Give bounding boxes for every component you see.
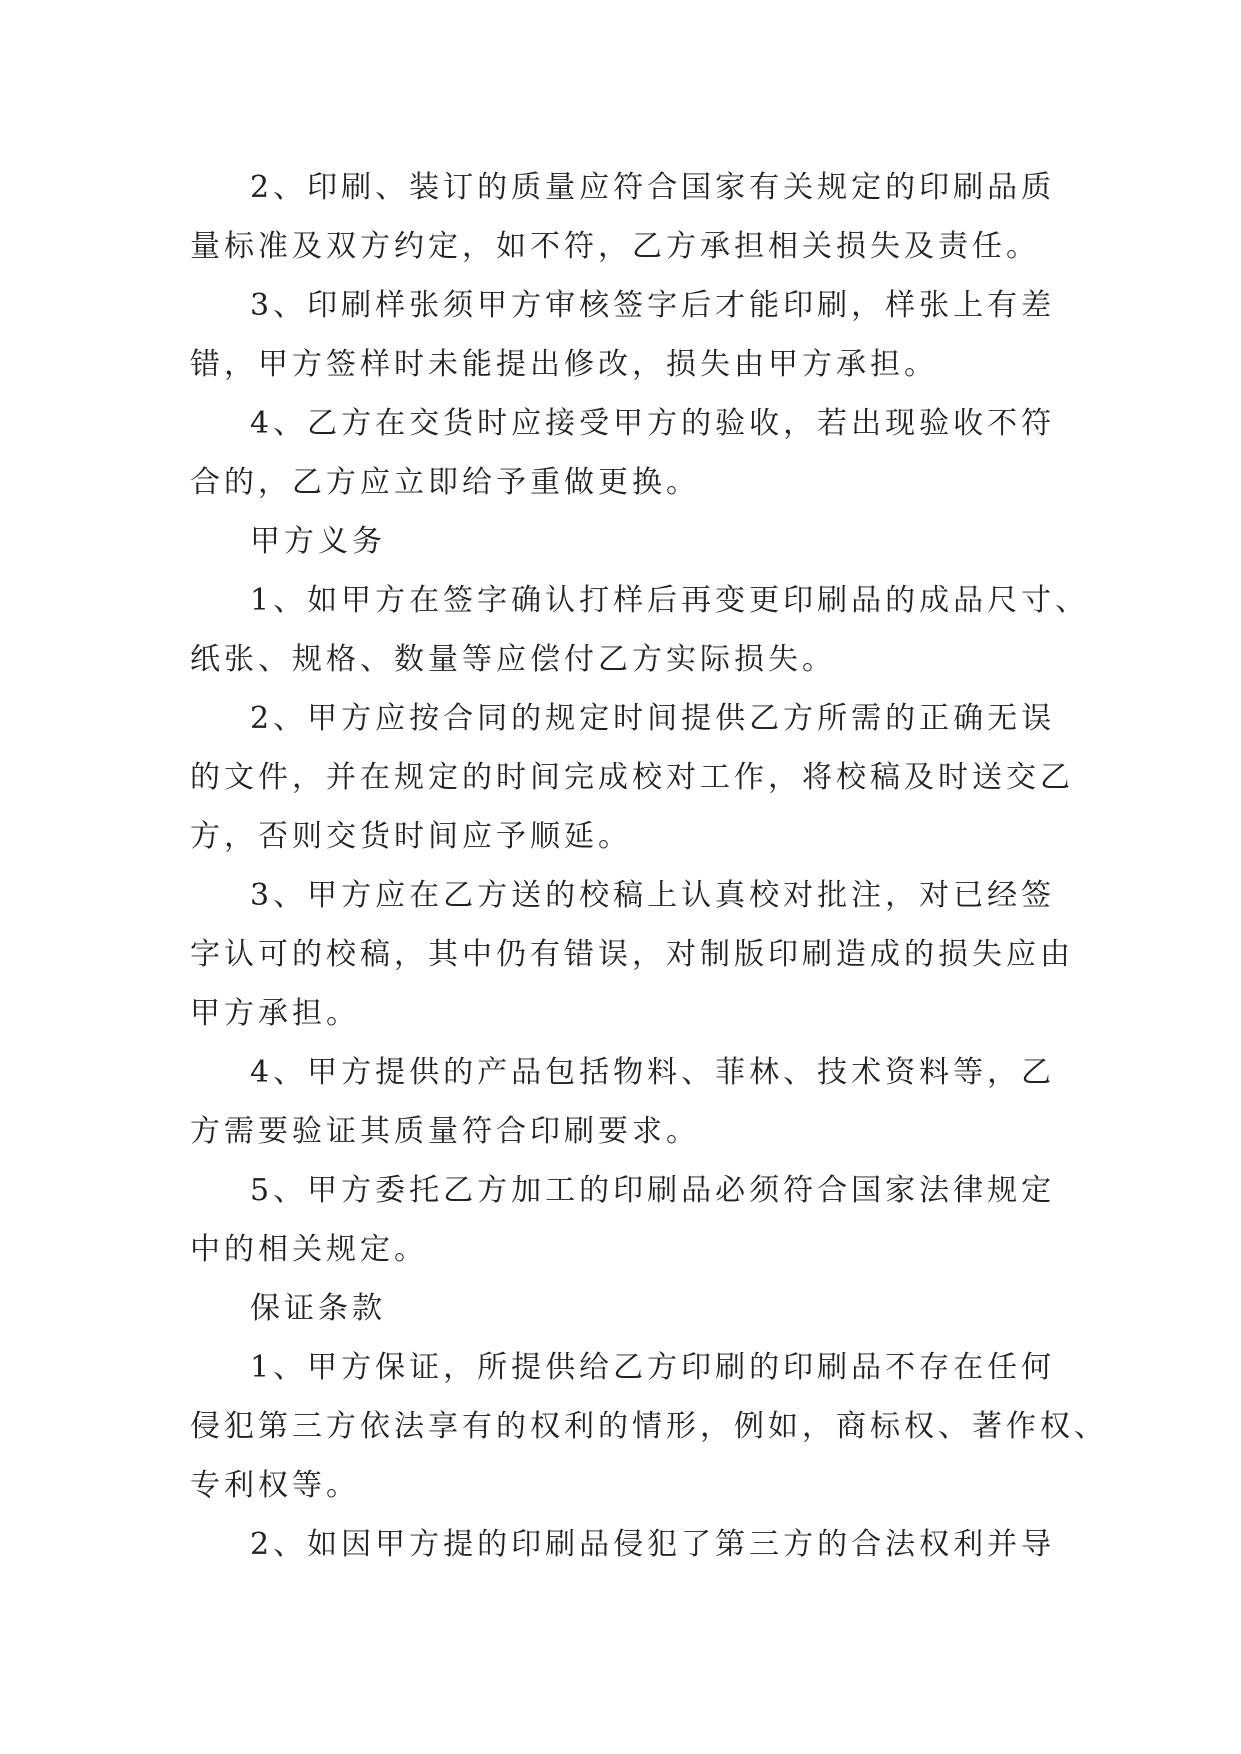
text-line: 5、甲方委托乙方加工的印刷品必须符合国家法律规定 xyxy=(250,1173,1056,1208)
text-line: 方需要验证其质量符合印刷要求。 xyxy=(190,1114,700,1149)
text-line: 量标准及双方约定，如不符，乙方承担相关损失及责任。 xyxy=(190,229,1040,264)
text-line: 4、甲方提供的产品包括物料、菲林、技术资料等，乙 xyxy=(250,1055,1056,1090)
text-line: 1、甲方保证，所提供给乙方印刷的印刷品不存在任何 xyxy=(250,1350,1056,1385)
text-line: 侵犯第三方依法享有的权利的情形，例如，商标权、著作权、 xyxy=(190,1409,1108,1444)
text-line: 2、甲方应按合同的规定时间提供乙方所需的正确无误 xyxy=(250,701,1056,736)
document-text-body xyxy=(190,158,1108,1574)
text-line: 的文件，并在规定的时间完成校对工作，将校稿及时送交乙 xyxy=(190,760,1074,795)
text-line: 3、印刷样张须甲方审核签字后才能印刷，样张上有差 xyxy=(250,288,1056,323)
text-line: 1、如甲方在签字确认打样后再变更印刷品的成品尺寸、 xyxy=(250,583,1090,618)
text-line: 2、如因甲方提的印刷品侵犯了第三方的合法权利并导 xyxy=(250,1527,1056,1562)
text-line: 方，否则交货时间应予顺延。 xyxy=(190,819,632,854)
text-line: 4、乙方在交货时应接受甲方的验收，若出现验收不符 xyxy=(250,406,1056,441)
text-line: 2、印刷、装订的质量应符合国家有关规定的印刷品质 xyxy=(250,170,1056,205)
section-heading-party-a-obligations: 甲方义务 xyxy=(250,524,386,559)
text-line: 中的相关规定。 xyxy=(190,1232,428,1267)
text-line: 字认可的校稿，其中仍有错误，对制版印刷造成的损失应由 xyxy=(190,937,1074,972)
text-line: 错，甲方签样时未能提出修改，损失由甲方承担。 xyxy=(190,347,938,382)
text-line: 纸张、规格、数量等应偿付乙方实际损失。 xyxy=(190,642,836,677)
text-line: 甲方承担。 xyxy=(190,996,360,1031)
text-line: 专利权等。 xyxy=(190,1468,360,1503)
section-heading-guarantee-clauses: 保证条款 xyxy=(250,1291,386,1326)
text-line: 合的，乙方应立即给予重做更换。 xyxy=(190,465,700,500)
text-line: 3、甲方应在乙方送的校稿上认真校对批注，对已经签 xyxy=(250,878,1056,913)
